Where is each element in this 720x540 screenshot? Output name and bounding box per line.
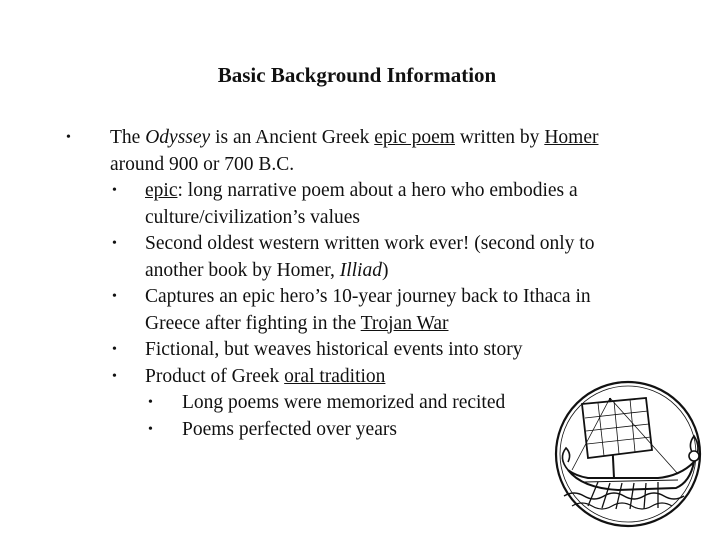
text-segment: Poems perfected over years [182,418,397,440]
odyssey-title-text: Odyssey [145,127,211,148]
bullet-dot-icon: • [112,289,117,304]
text-segment: is an Ancient Greek [210,127,375,148]
bullet-dot-icon: • [148,395,153,410]
text-segment: ) [381,259,389,281]
sub-bullet-fictional [60,337,650,364]
text-segment: Captures an epic hero’s 10-year journey back to Ithaca in Greece after fighting in the [145,286,591,334]
bullet-dot-icon: • [66,130,71,145]
epic-poem-link[interactable]: epic poem [374,127,455,148]
text-segment: Long poems were memorized and recited [182,392,506,413]
bullet-dot-icon: • [112,236,117,251]
trojan-war-link[interactable]: Trojan War [360,312,449,334]
sub-bullet-second-oldest [60,231,650,284]
slide-title: Basic Background Information [217,63,497,87]
bullet-dot-icon: • [112,342,117,357]
text-segment: written by [454,127,545,148]
homer-link[interactable]: Homer [544,127,599,148]
bullet-odyssey-intro [60,125,650,178]
epic-link[interactable]: epic [145,180,178,201]
sub-bullet-epic-definition [60,178,650,231]
text-segment: Second oldest western written work ever! (second only to another book by Homer, [145,233,595,281]
illiad-title-text: Illiad [339,259,382,281]
text-segment: Fictional, but weaves historical events into story [145,339,523,360]
text-segment: Product of Greek [145,365,285,387]
bullet-dot-icon: • [148,421,153,437]
sub-bullet-captures [60,284,650,337]
text-segment: The [110,127,146,148]
bullet-dot-icon: • [112,368,117,384]
greek-ship-icon [548,378,708,530]
text-segment: around 900 or 700 B.C. [110,153,295,175]
bullet-dot-icon: • [112,183,117,198]
text-segment: : long narrative poem about a hero who embodies a culture/civilization’s values [145,180,578,228]
oral-tradition-link[interactable]: oral tradition [284,365,386,387]
